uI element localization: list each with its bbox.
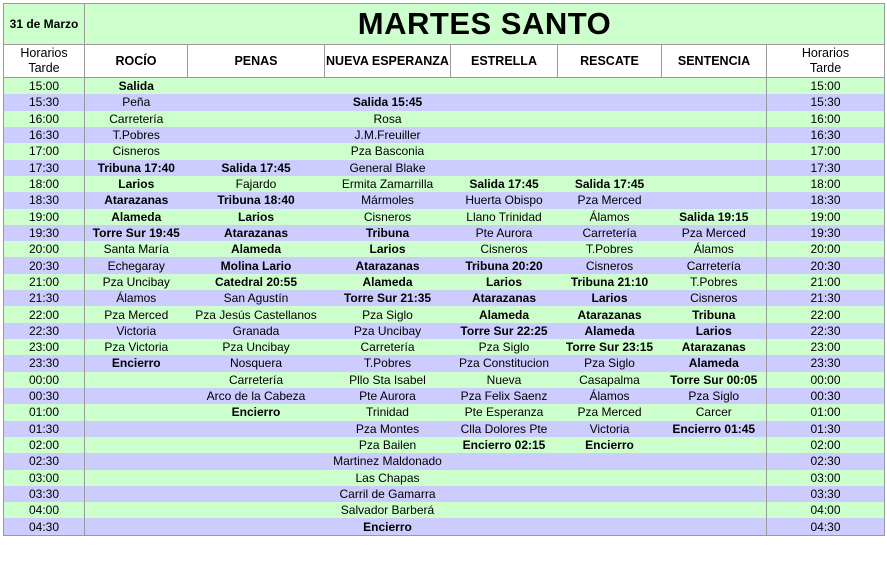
schedule-table: [3, 3, 885, 536]
time-cell-right: 02:00: [767, 437, 885, 453]
table-row: [4, 372, 885, 388]
table-row: [4, 404, 885, 420]
schedule-cell: Encierro 01:45: [662, 421, 767, 437]
schedule-cell: [662, 453, 767, 469]
table-row: [4, 209, 885, 225]
table-row: [4, 421, 885, 437]
schedule-cell: Pza Siglo: [558, 355, 662, 371]
schedule-cell: [85, 404, 188, 420]
schedule-cell: [558, 127, 662, 143]
schedule-cell: [451, 486, 558, 502]
time-cell-right: 03:00: [767, 470, 885, 486]
schedule-cell: [451, 94, 558, 110]
time-cell-right: 03:30: [767, 486, 885, 502]
schedule-cell: Arco de la Cabeza: [188, 388, 325, 404]
schedule-cell: General Blake: [325, 160, 451, 176]
time-cell-right: 20:00: [767, 241, 885, 257]
time-cell-right: 22:00: [767, 306, 885, 322]
column-header-nueva-esperanza: NUEVA ESPERANZA: [325, 45, 451, 78]
time-cell-left: 21:30: [4, 290, 85, 306]
time-cell-right: 23:00: [767, 339, 885, 355]
schedule-cell: Torre Sur 00:05: [662, 372, 767, 388]
schedule-cell: [188, 94, 325, 110]
schedule-cell: Casapalma: [558, 372, 662, 388]
schedule-cell: [558, 160, 662, 176]
schedule-cell: Victoria: [85, 323, 188, 339]
schedule-cell: Alameda: [451, 306, 558, 322]
time-cell-left: 17:00: [4, 143, 85, 159]
schedule-cell: [662, 143, 767, 159]
schedule-cell: [558, 94, 662, 110]
schedule-cell: Nueva: [451, 372, 558, 388]
time-cell-right: 16:00: [767, 111, 885, 127]
time-cell-left: 16:30: [4, 127, 85, 143]
schedule-cell: [662, 192, 767, 208]
schedule-cell: Pza Victoria: [85, 339, 188, 355]
schedule-cell: Pza Uncibay: [85, 274, 188, 290]
time-header-line2: Tarde: [809, 61, 842, 75]
schedule-cell: Atarazanas: [85, 192, 188, 208]
schedule-cell: [558, 486, 662, 502]
schedule-cell: [662, 160, 767, 176]
date-label: 31 de Marzo: [4, 4, 85, 45]
schedule-cell: Alameda: [662, 355, 767, 371]
schedule-cell: [662, 176, 767, 192]
schedule-cell: [188, 127, 325, 143]
time-cell-right: 18:00: [767, 176, 885, 192]
schedule-cell: Santa María: [85, 241, 188, 257]
schedule-cell: [451, 127, 558, 143]
time-cell-left: 00:00: [4, 372, 85, 388]
schedule-cell: [558, 502, 662, 518]
table-row: [4, 78, 885, 95]
schedule-cell: Larios: [558, 290, 662, 306]
schedule-cell: [558, 470, 662, 486]
schedule-cell: San Agustín: [188, 290, 325, 306]
time-header-line1: Horarios: [801, 46, 850, 60]
table-row: [4, 518, 885, 535]
schedule-cell: [662, 486, 767, 502]
schedule-cell: Pza Uncibay: [325, 323, 451, 339]
table-row: [4, 388, 885, 404]
schedule-cell: Rosa: [325, 111, 451, 127]
schedule-cell: Larios: [188, 209, 325, 225]
schedule-cell: Atarazanas: [188, 225, 325, 241]
schedule-cell: T.Pobres: [558, 241, 662, 257]
schedule-cell: Catedral 20:55: [188, 274, 325, 290]
schedule-cell: Nosquera: [188, 355, 325, 371]
schedule-cell: [85, 388, 188, 404]
schedule-cell: Mármoles: [325, 192, 451, 208]
schedule-cell: Pza Felix Saenz: [451, 388, 558, 404]
schedule-body: [4, 78, 885, 536]
table-row: [4, 143, 885, 159]
schedule-cell: Salida 15:45: [325, 94, 451, 110]
schedule-cell: Martinez Maldonado: [325, 453, 451, 469]
schedule-cell: [662, 127, 767, 143]
table-row: [4, 160, 885, 176]
table-row: [4, 486, 885, 502]
time-cell-left: 17:30: [4, 160, 85, 176]
schedule-cell: [662, 518, 767, 535]
schedule-cell: Pza Merced: [558, 192, 662, 208]
schedule-cell: Alameda: [188, 241, 325, 257]
time-cell-right: 22:30: [767, 323, 885, 339]
schedule-cell: Tribuna: [325, 225, 451, 241]
time-cell-right: 19:00: [767, 209, 885, 225]
time-cell-right: 23:30: [767, 355, 885, 371]
schedule-cell: Encierro: [558, 437, 662, 453]
schedule-cell: [85, 470, 188, 486]
schedule-cell: Alameda: [325, 274, 451, 290]
schedule-cell: Pllo Sta Isabel: [325, 372, 451, 388]
time-cell-right: 15:00: [767, 78, 885, 95]
time-cell-left: 04:30: [4, 518, 85, 535]
schedule-cell: [451, 470, 558, 486]
schedule-cell: Pza Uncibay: [188, 339, 325, 355]
schedule-cell: Larios: [662, 323, 767, 339]
time-cell-right: 18:30: [767, 192, 885, 208]
table-row: [4, 502, 885, 518]
schedule-cell: [558, 143, 662, 159]
schedule-cell: Carretería: [325, 339, 451, 355]
column-header-sentencia: SENTENCIA: [662, 45, 767, 78]
time-cell-right: 04:00: [767, 502, 885, 518]
schedule-cell: Cisneros: [662, 290, 767, 306]
time-cell-left: 23:30: [4, 355, 85, 371]
schedule-cell: [85, 437, 188, 453]
schedule-cell: Clla Dolores Pte: [451, 421, 558, 437]
schedule-cell: [662, 94, 767, 110]
time-cell-right: 19:30: [767, 225, 885, 241]
table-row: [4, 355, 885, 371]
schedule-cell: [451, 143, 558, 159]
schedule-cell: [85, 518, 188, 535]
schedule-cell: Salvador Barberá: [325, 502, 451, 518]
schedule-cell: Pte Esperanza: [451, 404, 558, 420]
schedule-cell: Torre Sur 21:35: [325, 290, 451, 306]
time-cell-right: 17:00: [767, 143, 885, 159]
schedule-cell: [451, 111, 558, 127]
schedule-cell: Fajardo: [188, 176, 325, 192]
schedule-cell: Cisneros: [558, 257, 662, 273]
time-cell-left: 22:30: [4, 323, 85, 339]
schedule-cell: Pza Siglo: [325, 306, 451, 322]
schedule-cell: T.Pobres: [662, 274, 767, 290]
time-cell-left: 19:00: [4, 209, 85, 225]
schedule-cell: Álamos: [558, 388, 662, 404]
time-cell-left: 03:30: [4, 486, 85, 502]
time-cell-left: 03:00: [4, 470, 85, 486]
column-header-penas: PENAS: [188, 45, 325, 78]
schedule-cell: Cisneros: [325, 209, 451, 225]
schedule-cell: Trinidad: [325, 404, 451, 420]
time-cell-left: 18:00: [4, 176, 85, 192]
time-header-line2: Tarde: [28, 61, 60, 75]
schedule-cell: [662, 470, 767, 486]
schedule-cell: Pza Merced: [85, 306, 188, 322]
table-row: [4, 290, 885, 306]
table-row: [4, 323, 885, 339]
table-row: [4, 111, 885, 127]
schedule-cell: Pte Aurora: [325, 388, 451, 404]
schedule-cell: Huerta Obispo: [451, 192, 558, 208]
table-row: [4, 192, 885, 208]
schedule-cell: [558, 518, 662, 535]
schedule-cell: [451, 502, 558, 518]
page-title: MARTES SANTO: [85, 4, 885, 45]
schedule-cell: Pza Basconia: [325, 143, 451, 159]
schedule-cell: Tribuna: [662, 306, 767, 322]
time-cell-left: 16:00: [4, 111, 85, 127]
schedule-cell: [451, 518, 558, 535]
time-header-left: [4, 45, 85, 78]
schedule-cell: [188, 453, 325, 469]
schedule-cell: Larios: [451, 274, 558, 290]
time-cell-left: 22:00: [4, 306, 85, 322]
schedule-cell: [662, 502, 767, 518]
schedule-cell: Carretería: [188, 372, 325, 388]
time-cell-left: 02:30: [4, 453, 85, 469]
schedule-cell: Pza Siglo: [451, 339, 558, 355]
schedule-cell: Atarazanas: [558, 306, 662, 322]
table-row: [4, 306, 885, 322]
time-cell-right: 20:30: [767, 257, 885, 273]
time-cell-right: 21:30: [767, 290, 885, 306]
column-header-estrella: ESTRELLA: [451, 45, 558, 78]
schedule-cell: [451, 160, 558, 176]
schedule-cell: [325, 78, 451, 95]
column-header-rocio: ROCÍO: [85, 45, 188, 78]
schedule-cell: Carcer: [662, 404, 767, 420]
schedule-cell: Encierro: [325, 518, 451, 535]
schedule-cell: Encierro: [85, 355, 188, 371]
schedule-cell: Carril de Gamarra: [325, 486, 451, 502]
schedule-cell: [558, 111, 662, 127]
schedule-cell: Pte Aurora: [451, 225, 558, 241]
schedule-cell: Tribuna 21:10: [558, 274, 662, 290]
schedule-cell: Tribuna 18:40: [188, 192, 325, 208]
schedule-cell: Pza Bailen: [325, 437, 451, 453]
schedule-cell: Pza Jesús Castellanos: [188, 306, 325, 322]
time-cell-right: 16:30: [767, 127, 885, 143]
schedule-cell: Álamos: [662, 241, 767, 257]
schedule-cell: [188, 78, 325, 95]
schedule-cell: [188, 486, 325, 502]
schedule-cell: Encierro 02:15: [451, 437, 558, 453]
schedule-cell: Torre Sur 22:25: [451, 323, 558, 339]
schedule-cell: [662, 78, 767, 95]
schedule-cell: [188, 502, 325, 518]
schedule-cell: Salida 17:45: [188, 160, 325, 176]
schedule-cell: Salida 19:15: [662, 209, 767, 225]
time-cell-left: 15:00: [4, 78, 85, 95]
schedule-cell: [188, 421, 325, 437]
schedule-cell: [85, 453, 188, 469]
table-row: [4, 176, 885, 192]
schedule-cell: Carretería: [662, 257, 767, 273]
schedule-cell: [558, 453, 662, 469]
schedule-cell: [558, 78, 662, 95]
time-cell-right: 01:00: [767, 404, 885, 420]
schedule-cell: Alameda: [558, 323, 662, 339]
table-row: [4, 257, 885, 273]
table-row: [4, 470, 885, 486]
schedule-cell: [85, 486, 188, 502]
table-row: [4, 94, 885, 110]
schedule-cell: [188, 518, 325, 535]
time-cell-left: 04:00: [4, 502, 85, 518]
schedule-cell: Larios: [85, 176, 188, 192]
schedule-cell: Alameda: [85, 209, 188, 225]
schedule-cell: [662, 111, 767, 127]
time-header-line1: Horarios: [20, 46, 68, 60]
schedule-cell: [188, 437, 325, 453]
time-cell-left: 23:00: [4, 339, 85, 355]
time-cell-left: 18:30: [4, 192, 85, 208]
time-cell-right: 01:30: [767, 421, 885, 437]
schedule-cell: [662, 437, 767, 453]
schedule-cell: Álamos: [558, 209, 662, 225]
schedule-cell: Pza Montes: [325, 421, 451, 437]
schedule-cell: [188, 143, 325, 159]
table-row: [4, 437, 885, 453]
schedule-cell: Torre Sur 23:15: [558, 339, 662, 355]
schedule-cell: Pza Merced: [662, 225, 767, 241]
schedule-cell: Encierro: [188, 404, 325, 420]
schedule-cell: Molina Lario: [188, 257, 325, 273]
schedule-cell: [85, 421, 188, 437]
schedule-cell: [188, 111, 325, 127]
schedule-cell: T.Pobres: [325, 355, 451, 371]
schedule-cell: Larios: [325, 241, 451, 257]
table-row: [4, 241, 885, 257]
schedule-cell: [451, 78, 558, 95]
table-row: [4, 127, 885, 143]
schedule-cell: Salida: [85, 78, 188, 95]
table-row: [4, 453, 885, 469]
schedule-cell: Carretería: [558, 225, 662, 241]
schedule-cell: Cisneros: [451, 241, 558, 257]
schedule-cell: Victoria: [558, 421, 662, 437]
time-cell-left: 02:00: [4, 437, 85, 453]
schedule-cell: Tribuna 20:20: [451, 257, 558, 273]
schedule-cell: Granada: [188, 323, 325, 339]
schedule-cell: Pza Constitucion: [451, 355, 558, 371]
schedule-cell: Atarazanas: [451, 290, 558, 306]
column-header-rescate: RESCATE: [558, 45, 662, 78]
schedule-cell: Las Chapas: [325, 470, 451, 486]
schedule-cell: Pza Merced: [558, 404, 662, 420]
schedule-cell: Atarazanas: [662, 339, 767, 355]
schedule-cell: J.M.Freuiller: [325, 127, 451, 143]
schedule-cell: Tribuna 17:40: [85, 160, 188, 176]
schedule-cell: [85, 502, 188, 518]
time-cell-left: 19:30: [4, 225, 85, 241]
schedule-cell: T.Pobres: [85, 127, 188, 143]
schedule-cell: Carretería: [85, 111, 188, 127]
time-cell-left: 21:00: [4, 274, 85, 290]
schedule-cell: Salida 17:45: [558, 176, 662, 192]
schedule-cell: Ermita Zamarrilla: [325, 176, 451, 192]
table-row: [4, 339, 885, 355]
schedule-cell: Álamos: [85, 290, 188, 306]
schedule-cell: Llano Trinidad: [451, 209, 558, 225]
time-cell-right: 21:00: [767, 274, 885, 290]
time-cell-right: 04:30: [767, 518, 885, 535]
time-cell-left: 20:00: [4, 241, 85, 257]
schedule-cell: Cisneros: [85, 143, 188, 159]
time-cell-left: 15:30: [4, 94, 85, 110]
time-header-right: [767, 45, 885, 78]
schedule-cell: [451, 453, 558, 469]
time-cell-left: 20:30: [4, 257, 85, 273]
schedule-cell: [188, 470, 325, 486]
table-row: [4, 274, 885, 290]
time-cell-right: 15:30: [767, 94, 885, 110]
time-cell-right: 00:00: [767, 372, 885, 388]
schedule-cell: Pza Siglo: [662, 388, 767, 404]
schedule-cell: Peña: [85, 94, 188, 110]
schedule-cell: [85, 372, 188, 388]
schedule-cell: Atarazanas: [325, 257, 451, 273]
time-cell-left: 01:30: [4, 421, 85, 437]
time-cell-right: 17:30: [767, 160, 885, 176]
schedule-cell: Salida 17:45: [451, 176, 558, 192]
time-cell-left: 00:30: [4, 388, 85, 404]
schedule-cell: Torre Sur 19:45: [85, 225, 188, 241]
time-cell-right: 02:30: [767, 453, 885, 469]
table-row: [4, 225, 885, 241]
time-cell-left: 01:00: [4, 404, 85, 420]
schedule-cell: Echegaray: [85, 257, 188, 273]
time-cell-right: 00:30: [767, 388, 885, 404]
